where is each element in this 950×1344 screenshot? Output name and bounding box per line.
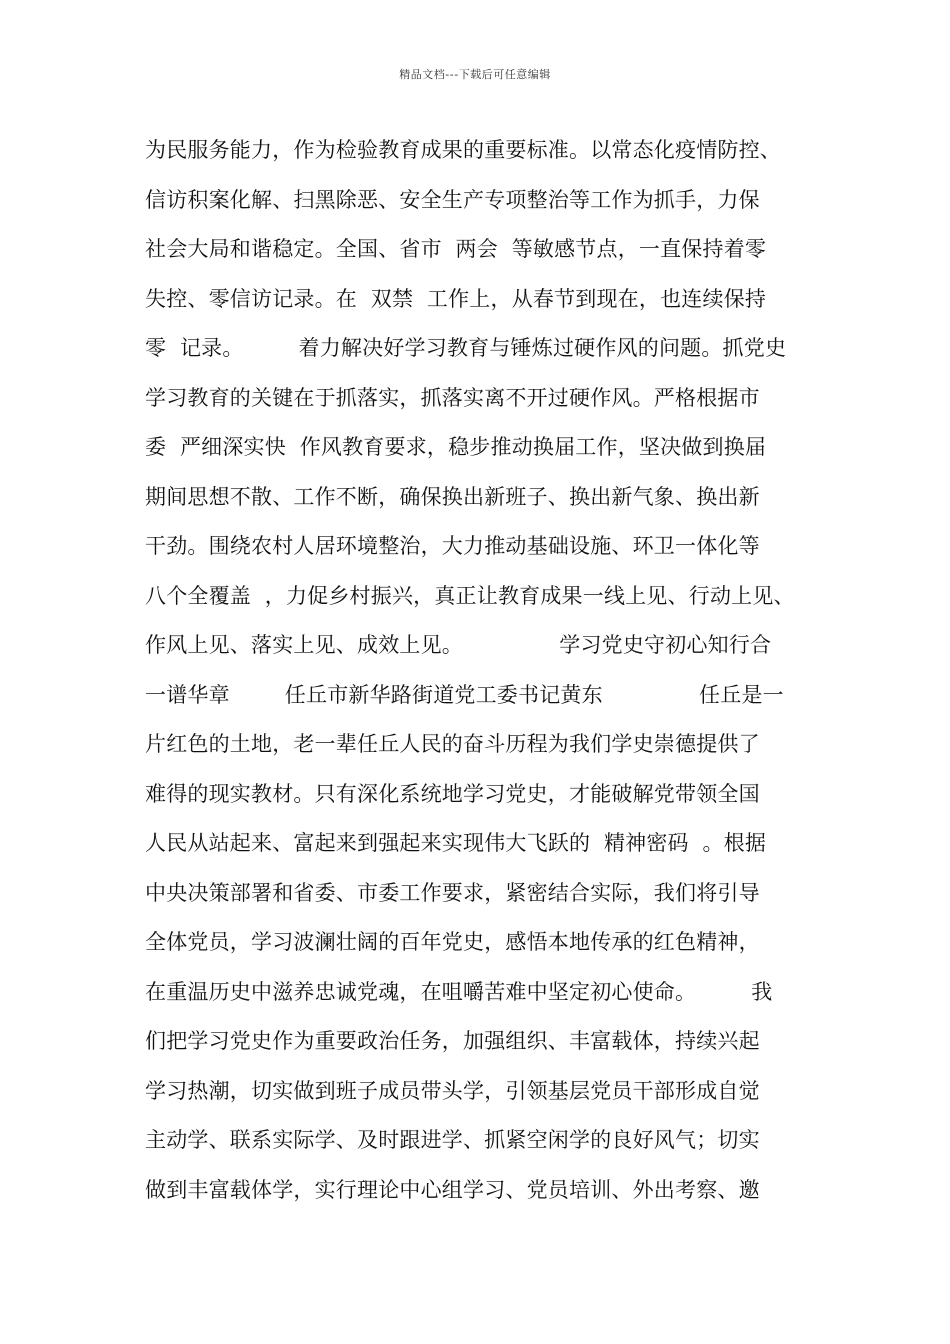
text-line: 们把学习党史作为重要政治任务，加强组织、丰富载体，持续兴起: [145, 1029, 760, 1053]
text-line: 难得的现实教材。只有深化系统地学习党史，才能破解党带领全国: [145, 781, 760, 806]
text-line: 人民从站起来、富起来到强起来实现伟大飞跃的 精神密码 。根据: [145, 831, 767, 855]
page-header: 精品文档---下载后可任意编辑: [399, 68, 551, 81]
text-line: 全体党员，学习波澜壮阔的百年党史，感悟本地传承的红色精神，: [145, 930, 760, 954]
text-line: 作风上见、落实上见、成效上见。 学习党史守初心知行合: [145, 633, 772, 657]
text-line: 零 记录。 着力解决好学习教育与锤炼过硬作风的问题。抓党史: [145, 336, 787, 360]
text-line: 期间思想不散、工作不断，确保换出新班子、换出新气象、换出新: [145, 484, 760, 509]
text-line: 一谱华章 任丘市新华路街道党工委书记黄东 任丘是一: [145, 682, 784, 707]
text-line: 干劲。围绕农村人居环境整治，大力推动基础设施、环卫一体化等: [145, 534, 760, 558]
text-line: 委 严细深实快 作风教育要求，稳步推动换届工作，坚决做到换届: [145, 435, 767, 459]
text-line: 在重温历史中滋养忠诚党魂，在咀嚼苦难中坚定初心使命。 我: [145, 979, 773, 1004]
text-line: 社会大局和谐稳定。全国、省市 两会 等敏感节点，一直保持着零: [145, 237, 767, 261]
text-line: 学习热潮，切实做到班子成员带头学，引领基层党员干部形成自觉: [145, 1078, 760, 1103]
text-line: 八个全覆盖 ，力促乡村振兴，真正让教育成果一线上见、行动上见、: [145, 583, 795, 608]
text-line: 失控、零信访记录。在 双禁 工作上，从春节到现在，也连续保持: [145, 286, 767, 311]
text-line: 信访积案化解、扫黑除恶、安全生产专项整治等工作为抓手，力保: [145, 187, 760, 212]
body-text: [145, 126, 835, 1215]
text-line: 学习教育的关键在于抓落实，抓落实离不开过硬作风。严格根据市: [145, 385, 760, 410]
text-line: 中央决策部署和省委、市委工作要求，紧密结合实际，我们将引导: [145, 880, 760, 905]
text-line: 片红色的土地，老一辈任丘人民的奋斗历程为我们学史崇德提供了: [145, 732, 760, 756]
text-line: 为民服务能力，作为检验教育成果的重要标准。以常态化疫情防控、: [145, 138, 781, 162]
text-line: 做到丰富载体学，实行理论中心组学习、党员培训、外出考察、邀: [145, 1177, 760, 1202]
text-line: 主动学、联系实际学、及时跟进学、抓紧空闲学的良好风气；切实: [145, 1128, 760, 1152]
